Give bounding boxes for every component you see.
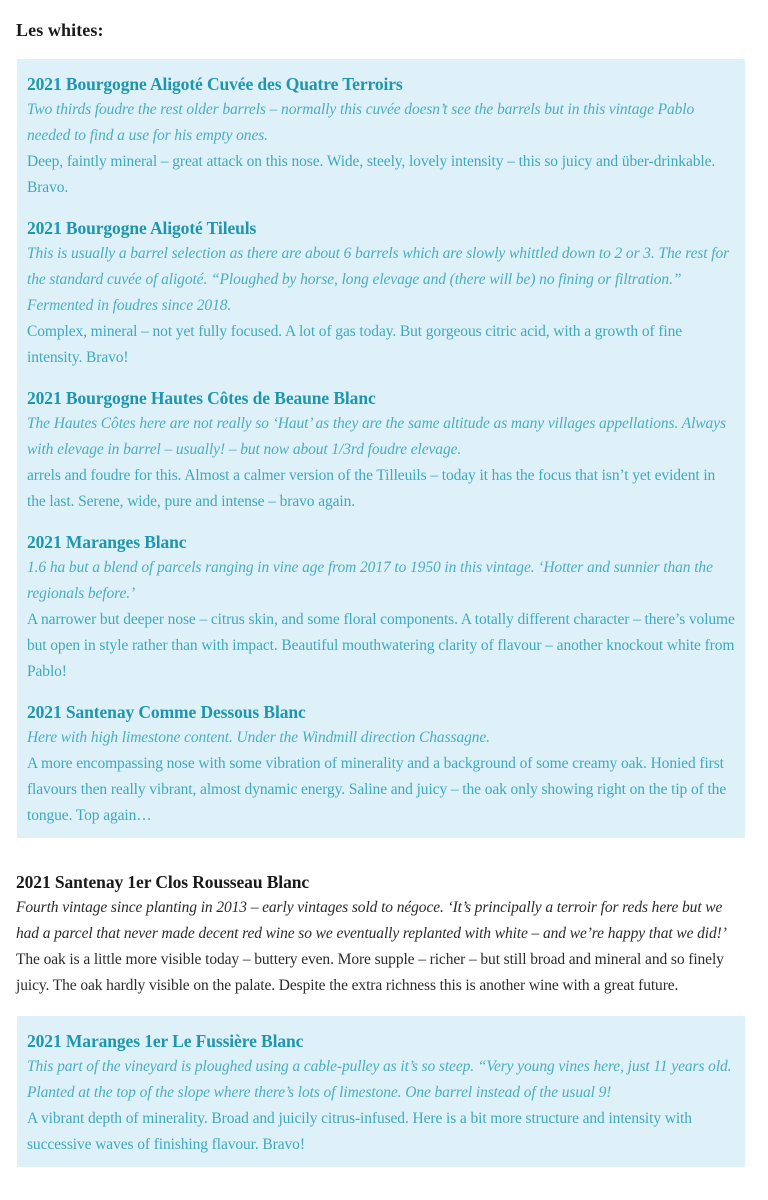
wine-entry: [27, 699, 735, 829]
winemaker-note: Two thirds foudre the rest older barrels – normally this cuvée doesn’t see the barrels but in this vintage Pablo needed to find a use for his empty ones.: [27, 101, 695, 144]
wine-title: 2021 Bourgogne Aligoté Cuvée des Quatre Terroirs: [27, 74, 403, 94]
tasting-comment: A more encompassing nose with some vibration of minerality and a background of some creamy oak. Honied first flavours then really vibrant, almost dynamic energy. Saline and juicy – the oak only showing right on the tip of the tongue. Top again…: [27, 755, 727, 824]
wine-entry: [16, 869, 745, 999]
whites-panel-1: [17, 59, 745, 838]
wine-title: 2021 Santenay Comme Dessous Blanc: [27, 702, 306, 722]
wine-entry: [27, 529, 735, 685]
unboxed-wine-section: [16, 869, 745, 999]
tasting-comment: Deep, faintly mineral – great attack on this nose. Wide, steely, lovely intensity – this so juicy and über-drinkable. Bravo.: [27, 153, 716, 196]
winemaker-note: Fourth vintage since planting in 2013 – early vintages sold to négoce. ‘It’s principally a terroir for reds here but we had a parcel that never made decent red wine so we eventually replanted with white – and we’re happy that we did!’: [16, 899, 727, 942]
wine-title: 2021 Maranges Blanc: [27, 532, 187, 552]
wine-entry: [27, 71, 735, 201]
winemaker-note: This is usually a barrel selection as there are about 6 barrels which are slowly whittled down to 2 or 3. The rest for the standard cuvée of aligoté. “Ploughed by horse, long elevage and (there will be) no fining or filtration.” Fermented in foudres since 2018.: [27, 245, 730, 314]
wine-title: 2021 Maranges 1er Le Fussière Blanc: [27, 1031, 304, 1051]
winemaker-note: This part of the vineyard is ploughed using a cable-pulley as it’s so steep. “Very young vines here, just 11 years old. Planted at the top of the slope where there’s lots of limestone. One barrel instead of the usual 9!: [27, 1058, 732, 1101]
tasting-comment: A narrower but deeper nose – citrus skin, and some floral components. A totally different character – there’s volume but open in style rather than with impact. Beautiful mouthwatering clarity of flavour – another knockout white from Pablo!: [27, 611, 735, 680]
whites-panel-2: [17, 1016, 745, 1167]
tasting-comment: A vibrant depth of minerality. Broad and juicily citrus-infused. Here is a bit more structure and intensity with successive waves of finishing flavour. Bravo!: [27, 1110, 692, 1153]
wine-entry: [27, 385, 735, 515]
wine-title: 2021 Bourgogne Hautes Côtes de Beaune Blanc: [27, 388, 376, 408]
winemaker-note: The Hautes Côtes here are not really so ‘Haut’ as they are the same altitude as many villages appellations. Always with elevage in barrel – usually! – but now about 1/3rd foudre elevage.: [27, 415, 726, 458]
winemaker-note: 1.6 ha but a blend of parcels ranging in vine age from 2017 to 1950 in this vintage. ‘Hotter and sunnier than the regionals before.’: [27, 559, 713, 602]
tasting-comment: Complex, mineral – not yet fully focused. A lot of gas today. But gorgeous citric acid, with a growth of fine intensity. Bravo!: [27, 323, 683, 366]
tasting-comment: arrels and foudre for this. Almost a calmer version of the Tilleuils – today it has the focus that isn’t yet evident in the last. Serene, wide, pure and intense – bravo again.: [27, 467, 716, 510]
wine-entry: [27, 215, 735, 371]
winemaker-note: Here with high limestone content. Under the Windmill direction Chassagne.: [27, 729, 490, 746]
page-title: Les whites:: [16, 20, 104, 40]
tasting-comment: The oak is a little more visible today – buttery even. More supple – richer – but still broad and mineral and so finely juicy. The oak hardly visible on the palate. Despite the extra richness this is another wine with a great future.: [16, 951, 724, 994]
wine-entry: [27, 1028, 735, 1158]
wine-title: 2021 Bourgogne Aligoté Tileuls: [27, 218, 257, 238]
wine-title: 2021 Santenay 1er Clos Rousseau Blanc: [16, 872, 310, 892]
